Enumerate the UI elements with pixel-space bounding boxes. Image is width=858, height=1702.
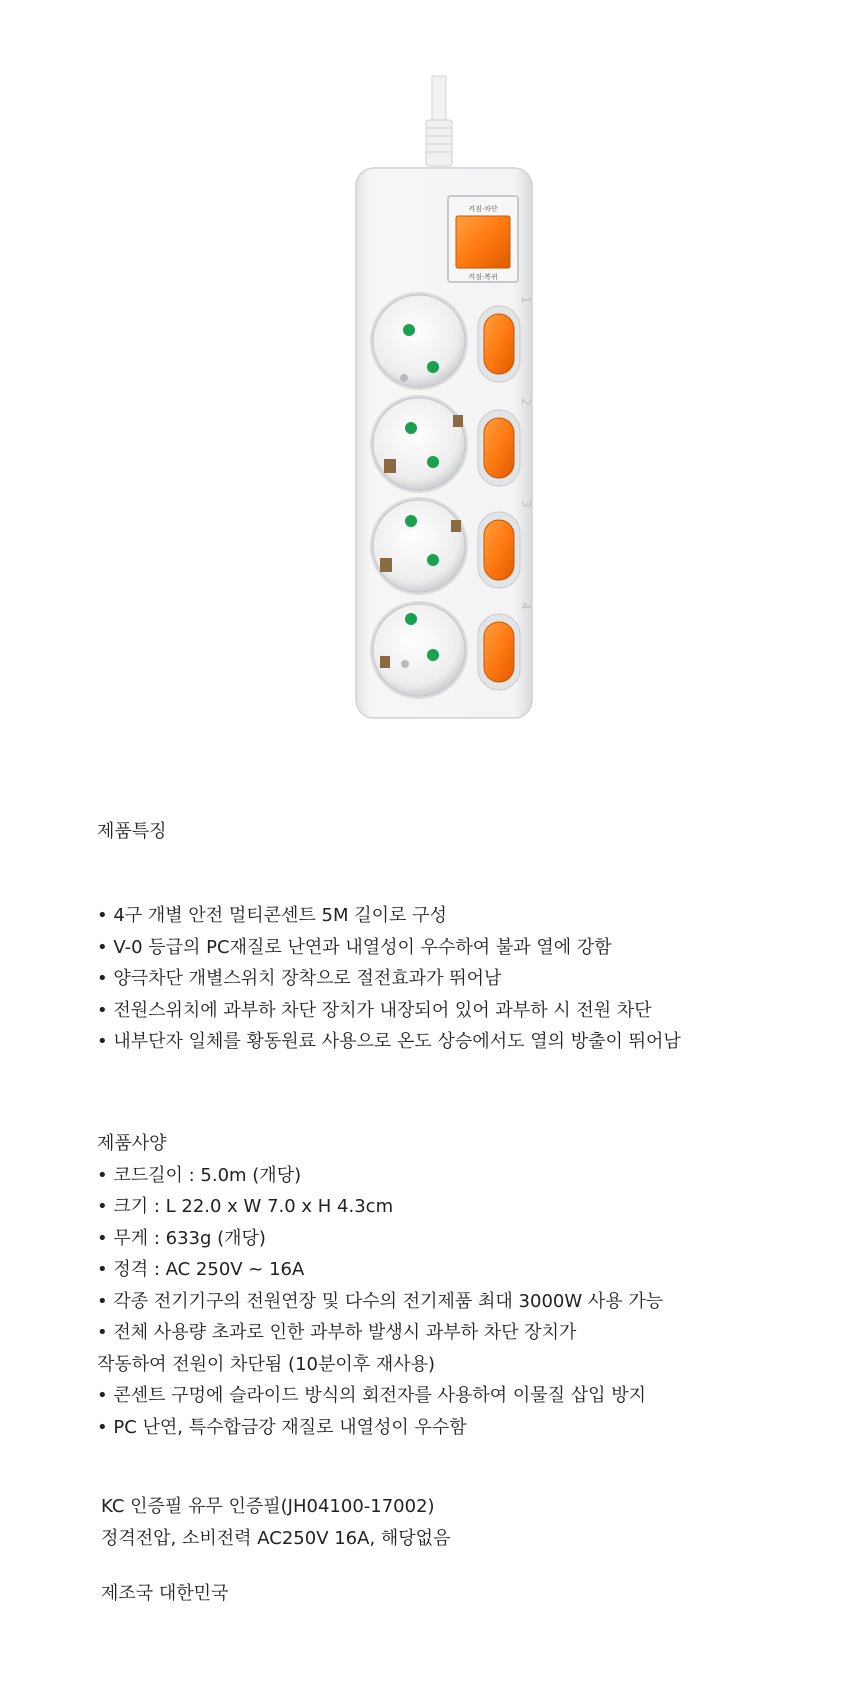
- spec-item: • 각종 전기기구의 전원연장 및 다수의 전기제품 최대 3000W 사용 가능: [97, 1290, 664, 1312]
- specs-section: [97, 1128, 858, 1443]
- country-of-origin: [101, 1578, 858, 1610]
- spec-item: • 코드길이 : 5.0m (개당): [97, 1164, 302, 1186]
- features-title: 제품특징: [97, 821, 167, 842]
- features-list: [97, 900, 858, 1058]
- power-strip-image: [0, 0, 858, 740]
- certification-kc: KC 인증필 유무 인증필(JH04100-17002): [101, 1496, 435, 1517]
- spec-item: • 크기 : L 22.0 x W 7.0 x H 4.3cm: [97, 1196, 394, 1217]
- power-cable: [426, 76, 452, 166]
- outlet-number-1: 1: [519, 296, 533, 304]
- spec-item: • 정격 : AC 250V ~ 16A: [97, 1259, 305, 1280]
- outlet-number-3: 3: [519, 500, 533, 508]
- feature-item: • 내부단자 일체를 황동원료 사용으로 온도 상승에서도 열의 방출이 뛰어남: [97, 1031, 681, 1052]
- feature-item: • 4구 개별 안전 멀티콘센트 5M 길이로 구성: [97, 905, 447, 926]
- outlet-4: [370, 601, 533, 699]
- outlet-number-2: 2: [519, 398, 533, 406]
- feature-item: • 양극차단 개별스위치 장착으로 절전효과가 뛰어남: [97, 968, 502, 989]
- certification-rating: 정격전압, 소비전력 AC250V 16A, 해당없음: [101, 1527, 451, 1549]
- outlet-number-4: 4: [519, 602, 533, 610]
- spec-item: • 콘센트 구멍에 슬라이드 방식의 회전자를 사용하여 이물질 삽입 방지: [97, 1385, 646, 1406]
- feature-item: • 전원스위치에 과부하 차단 장치가 내장되어 있어 과부하 시 전원 차단: [97, 999, 652, 1021]
- switch-bottom-label: 켜짐·복귀: [468, 273, 498, 281]
- spec-item-continued: 작동하여 전원이 차단됨 (10분이후 재사용): [97, 1353, 436, 1375]
- spec-item: • PC 난연, 특수합금강 재질로 내열성이 우수함: [97, 1416, 467, 1438]
- origin-text: 제조국 대한민국: [101, 1583, 229, 1604]
- certification-section: [101, 1491, 858, 1554]
- spec-item: • 전체 사용량 초과로 인한 과부하 발생시 과부하 차단 장치가: [97, 1322, 577, 1343]
- feature-item: • V-0 등급의 PC재질로 난연과 내열성이 우수하여 불과 열에 강함: [97, 936, 612, 958]
- main-power-switch: [448, 196, 518, 282]
- switch-top-label: 켜짐·차단: [468, 205, 498, 213]
- specs-title: 제품사양: [97, 1133, 167, 1154]
- spec-item: • 무게 : 633g (개당): [97, 1227, 266, 1249]
